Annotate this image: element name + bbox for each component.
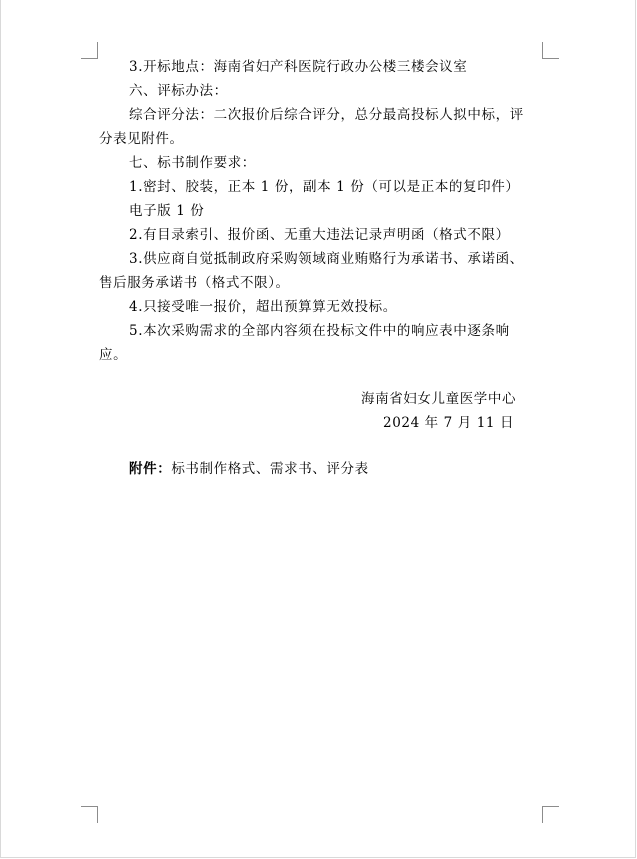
requirement-3-line-1: 3.供应商自觉抵制政府采购领域商业贿赂行为承诺书、承诺函、 (129, 251, 524, 267)
margin-marker-bottom-right (542, 806, 559, 823)
attachment-label: 附件： (129, 461, 172, 477)
requirement-5-line-2: 应。 (99, 347, 128, 363)
requirement-3-line-2: 售后服务承诺书（格式不限）。 (99, 275, 290, 291)
requirement-1-line-2: 电子版 1 份 (129, 203, 205, 219)
requirement-5-line-1: 5.本次采购需求的全部内容须在投标文件中的响应表中逐条响 (129, 323, 510, 339)
margin-marker-bottom-left (81, 806, 98, 823)
requirement-1-line-1: 1.密封、胶装，正本 1 份，副本 1 份（可以是正本的复印件） (129, 179, 520, 195)
section-seven-heading: 七、标书制作要求： (129, 155, 256, 171)
requirement-4: 4.只接受唯一报价，超出预算算无效投标。 (129, 299, 397, 315)
evaluation-method-line-1: 综合评分法：二次报价后综合评分，总分最高投标人拟中标，评 (129, 107, 524, 123)
attachment-text: 标书制作格式、需求书、评分表 (171, 461, 369, 477)
evaluation-method-line-2: 分表见附件。 (99, 131, 184, 147)
requirement-2: 2.有目录索引、报价函、无重大违法记录声明函（格式不限） (129, 227, 510, 243)
signature-date: 2024 年 7 月 11 日 (383, 415, 515, 431)
margin-marker-top-right (542, 42, 559, 59)
attachment-line (129, 460, 369, 478)
margin-marker-top-left (81, 42, 98, 59)
section-six-heading: 六、评标办法： (129, 83, 228, 99)
bid-opening-location: 3.开标地点：海南省妇产科医院行政办公楼三楼会议室 (129, 59, 468, 75)
signature-org: 海南省妇女儿童医学中心 (361, 391, 517, 407)
